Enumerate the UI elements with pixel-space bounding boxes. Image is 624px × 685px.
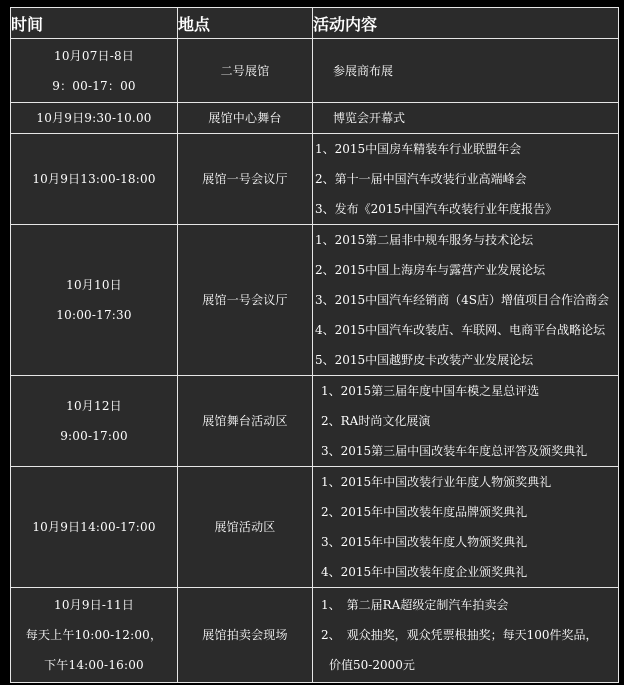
- activity-line: 价值50-2000元: [329, 658, 415, 672]
- place-text: 二号展馆: [220, 63, 270, 78]
- table-row: [11, 376, 619, 467]
- activity-cell: [313, 134, 619, 225]
- time-line: 10月12日: [66, 399, 122, 413]
- table-header-row: [11, 8, 619, 39]
- activity-line: 博览会开幕式: [333, 111, 406, 125]
- place-cell: [178, 588, 313, 683]
- activity-line: 2、第十一届中国汽车改装行业高端峰会: [315, 172, 527, 186]
- activity-line: 4、2015中国汽车改装店、车联网、电商平台战略论坛: [315, 323, 606, 337]
- table-row: [11, 134, 619, 225]
- activity-line: 1、2015年中国改装行业年度人物颁奖典礼: [321, 475, 552, 489]
- activity-line: 3、2015中国汽车经销商（4S店）增值项目合作洽商会: [315, 293, 610, 307]
- place-cell: [178, 467, 313, 588]
- time-line: 每天上午10:00-12:00，: [25, 628, 163, 642]
- time-line: 10月07日-8日: [53, 48, 135, 63]
- table-row: [11, 103, 619, 134]
- place-cell: [178, 225, 313, 376]
- header-place: 地点: [178, 8, 313, 39]
- activity-line: 3、2015第三届中国改装车年度总评答及颁奖典礼: [321, 444, 588, 458]
- place-text: 展馆一号会议厅: [202, 172, 288, 186]
- activity-cell: [313, 588, 619, 683]
- time-line: 10:00-17:30: [56, 308, 132, 322]
- activity-line: 1、 第二届RA超级定制汽车拍卖会: [321, 598, 509, 612]
- header-activity: 活动内容: [313, 8, 619, 39]
- time-line: 10月10日: [66, 278, 122, 292]
- place-cell: [178, 103, 313, 134]
- activity-line: 2、2015中国上海房车与露营产业发展论坛: [315, 263, 546, 277]
- table-row: [11, 467, 619, 588]
- time-cell: [11, 467, 178, 588]
- time-line: 10月9日9:30-10.00: [36, 111, 152, 125]
- time-line: 9：00-17：00: [52, 78, 136, 93]
- place-text: 展馆一号会议厅: [202, 293, 288, 307]
- activity-cell: [313, 376, 619, 467]
- place-cell: [178, 39, 313, 103]
- activity-line: 3、2015年中国改装年度人物颁奖典礼: [321, 535, 528, 549]
- time-line: 10月9日14:00-17:00: [32, 520, 156, 534]
- time-cell: [11, 134, 178, 225]
- top-strip: [0, 0, 624, 6]
- activity-line: 2、 观众抽奖，观众凭票根抽奖；每天100件奖品，: [321, 628, 598, 642]
- activity-cell: [313, 103, 619, 134]
- activity-line: 4、2015年中国改装年度企业颁奖典礼: [321, 565, 528, 579]
- place-text: 展馆活动区: [214, 520, 276, 534]
- activity-line: 3、发布《2015中国汽车改装行业年度报告》: [315, 202, 558, 216]
- place-cell: [178, 134, 313, 225]
- place-text: 展馆舞台活动区: [202, 414, 288, 428]
- table-row: [11, 39, 619, 103]
- time-cell: [11, 39, 178, 103]
- time-line: 下午14:00-16:00: [44, 658, 144, 672]
- activity-line: 参展商布展: [333, 63, 394, 78]
- header-time: 时间: [11, 8, 178, 39]
- time-cell: [11, 225, 178, 376]
- place-cell: [178, 376, 313, 467]
- activity-line: 1、2015第二届非中规车服务与技术论坛: [315, 233, 534, 247]
- activity-cell: [313, 39, 619, 103]
- activity-line: 2、RA时尚文化展演: [321, 414, 431, 428]
- table-row: [11, 588, 619, 683]
- table-row: [11, 225, 619, 376]
- schedule-table: [10, 7, 619, 683]
- activity-line: 1、2015第三届年度中国车模之星总评选: [321, 384, 540, 398]
- activity-cell: [313, 467, 619, 588]
- activity-line: 2、2015年中国改装年度品牌颁奖典礼: [321, 505, 528, 519]
- time-line: 10月9日-11日: [53, 598, 135, 612]
- activity-cell: [313, 225, 619, 376]
- time-cell: [11, 588, 178, 683]
- time-cell: [11, 103, 178, 134]
- activity-line: 5、2015中国越野皮卡改装产业发展论坛: [315, 353, 534, 367]
- time-line: 10月9日13:00-18:00: [32, 172, 156, 186]
- time-line: 9:00-17:00: [60, 429, 128, 443]
- place-text: 展馆中心舞台: [208, 111, 282, 125]
- place-text: 展馆拍卖会现场: [202, 628, 288, 642]
- activity-line: 1、2015中国房车精装车行业联盟年会: [315, 142, 522, 156]
- time-cell: [11, 376, 178, 467]
